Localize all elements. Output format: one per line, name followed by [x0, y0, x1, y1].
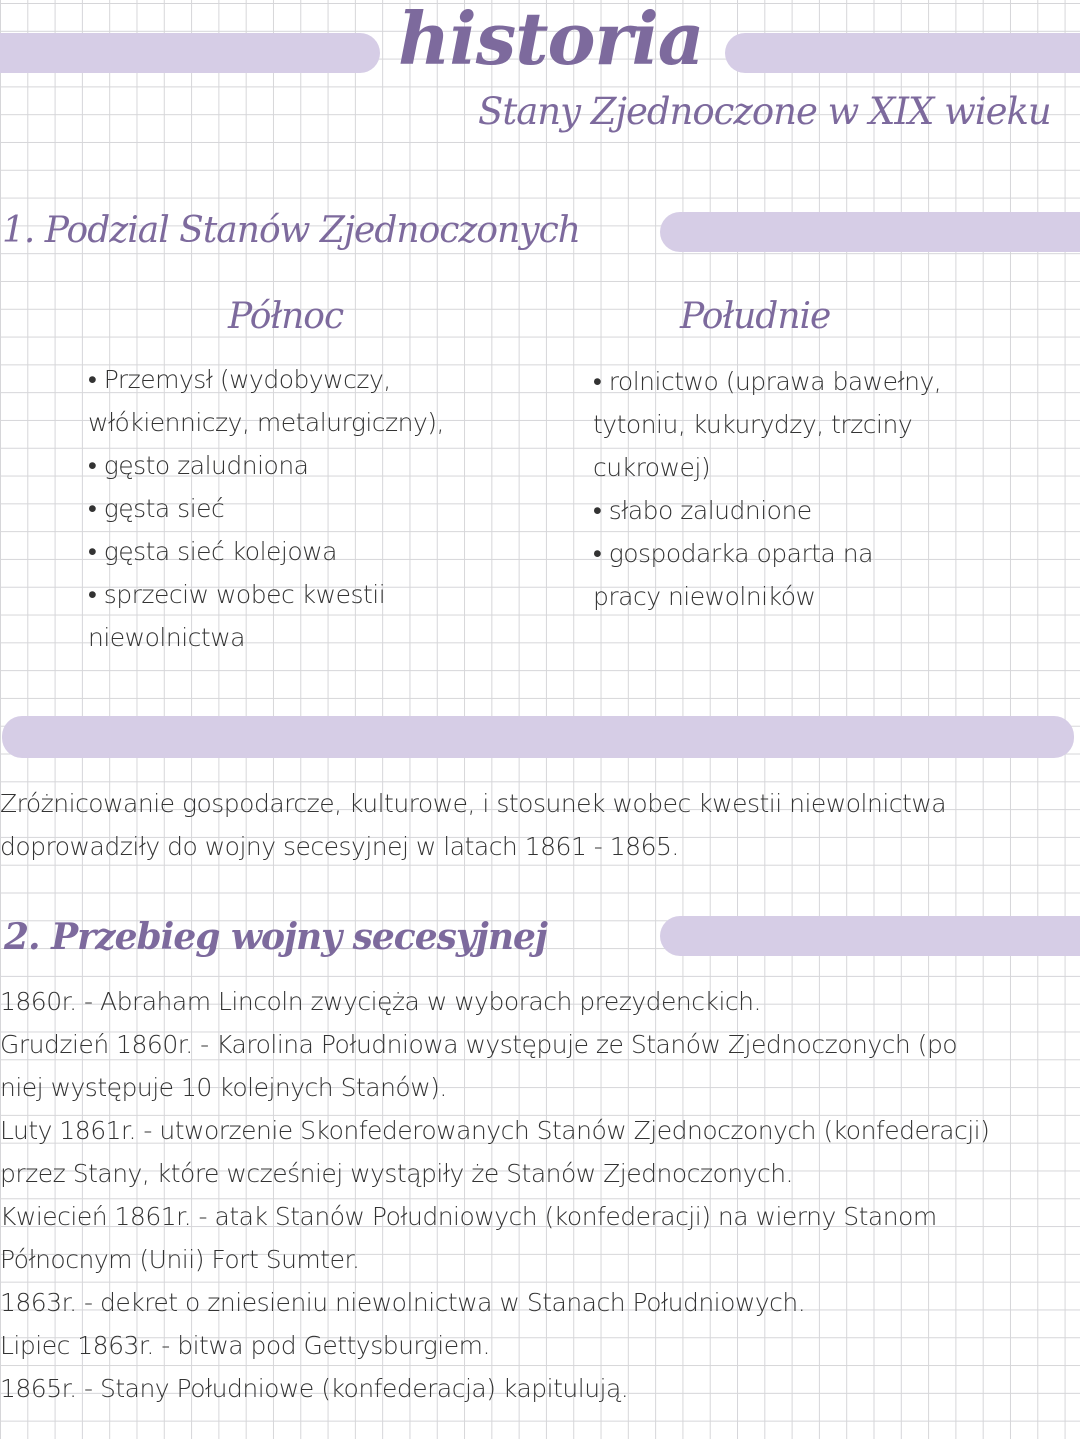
timeline-line: Północnym (Unii) Fort Sumter. — [0, 1245, 360, 1274]
summary-text — [0, 782, 946, 868]
north-item: • gęsta sieć kolejowa — [88, 537, 337, 566]
south-item: • słabo zaludnione — [593, 496, 812, 525]
header-bar-left — [0, 33, 380, 73]
south-item: • gospodarka oparta na — [593, 539, 873, 568]
timeline-line: Lipiec 1863r. - bitwa pod Gettysburgiem. — [0, 1331, 490, 1360]
timeline-line: Luty 1861r. - utworzenie Skonfederowanych Stanów Zjednoczonych (konfederacji) — [0, 1116, 990, 1145]
south-item: • rolnictwo (uprawa bawełny, — [593, 367, 942, 396]
header-bar-right — [725, 33, 1080, 73]
south-item: cukrowej) — [593, 453, 711, 482]
north-item: włókienniczy, metalurgiczny), — [88, 408, 444, 437]
south-title: Południe — [680, 296, 831, 337]
timeline-line: 1863r. - dekret o zniesieniu niewolnictwa w Stanach Południowych. — [0, 1288, 806, 1317]
summary-line: Zróżnicowanie gospodarcze, kulturowe, i stosunek wobec kwestii niewolnictwa — [0, 789, 947, 818]
summary-line: doprowadziły do wojny secesyjnej w latach 1861 - 1865. — [0, 832, 679, 861]
south-item: tytoniu, kukurydzy, trzciny — [593, 410, 913, 439]
north-item: • sprzeciw wobec kwestii — [88, 580, 386, 609]
section1-heading: 1. Podzial Stanów Zjednoczonych — [2, 210, 580, 251]
section1-bar — [660, 212, 1080, 252]
north-item: niewolnictwa — [88, 623, 245, 652]
north-list — [88, 358, 444, 659]
south-list — [593, 360, 941, 618]
section2-heading: 2. Przebieg wojny secesyjnej — [4, 916, 547, 958]
timeline-line: Grudzień 1860r. - Karolina Południowa występuje ze Stanów Zjednoczonych (po — [0, 1030, 958, 1059]
timeline-line: niej występuje 10 kolejnych Stanów). — [0, 1073, 447, 1102]
north-item: • gęsto zaludniona — [88, 451, 309, 480]
north-item: • Przemysł (wydobywczy, — [88, 365, 391, 394]
timeline-line: 1865r. - Stany Południowe (konfederacja) kapitulują. — [0, 1374, 629, 1403]
north-title: Północ — [228, 296, 344, 337]
page-title: historia — [398, 0, 704, 81]
north-item: • gęsta sieć — [88, 494, 225, 523]
timeline-line: Kwiecień 1861r. - atak Stanów Południowych (konfederacji) na wierny Stanom — [0, 1202, 937, 1231]
south-item: pracy niewolników — [593, 582, 816, 611]
section2-bar — [660, 916, 1080, 956]
divider-bar — [2, 716, 1074, 758]
timeline — [0, 980, 989, 1410]
timeline-line: 1860r. - Abraham Lincoln zwycięża w wyborach prezydenckich. — [0, 987, 761, 1016]
page-subtitle: Stany Zjednoczone w XIX wieku — [478, 90, 1051, 133]
timeline-line: przez Stany, które wcześniej wystąpiły że Stanów Zjednoczonych. — [0, 1159, 793, 1188]
